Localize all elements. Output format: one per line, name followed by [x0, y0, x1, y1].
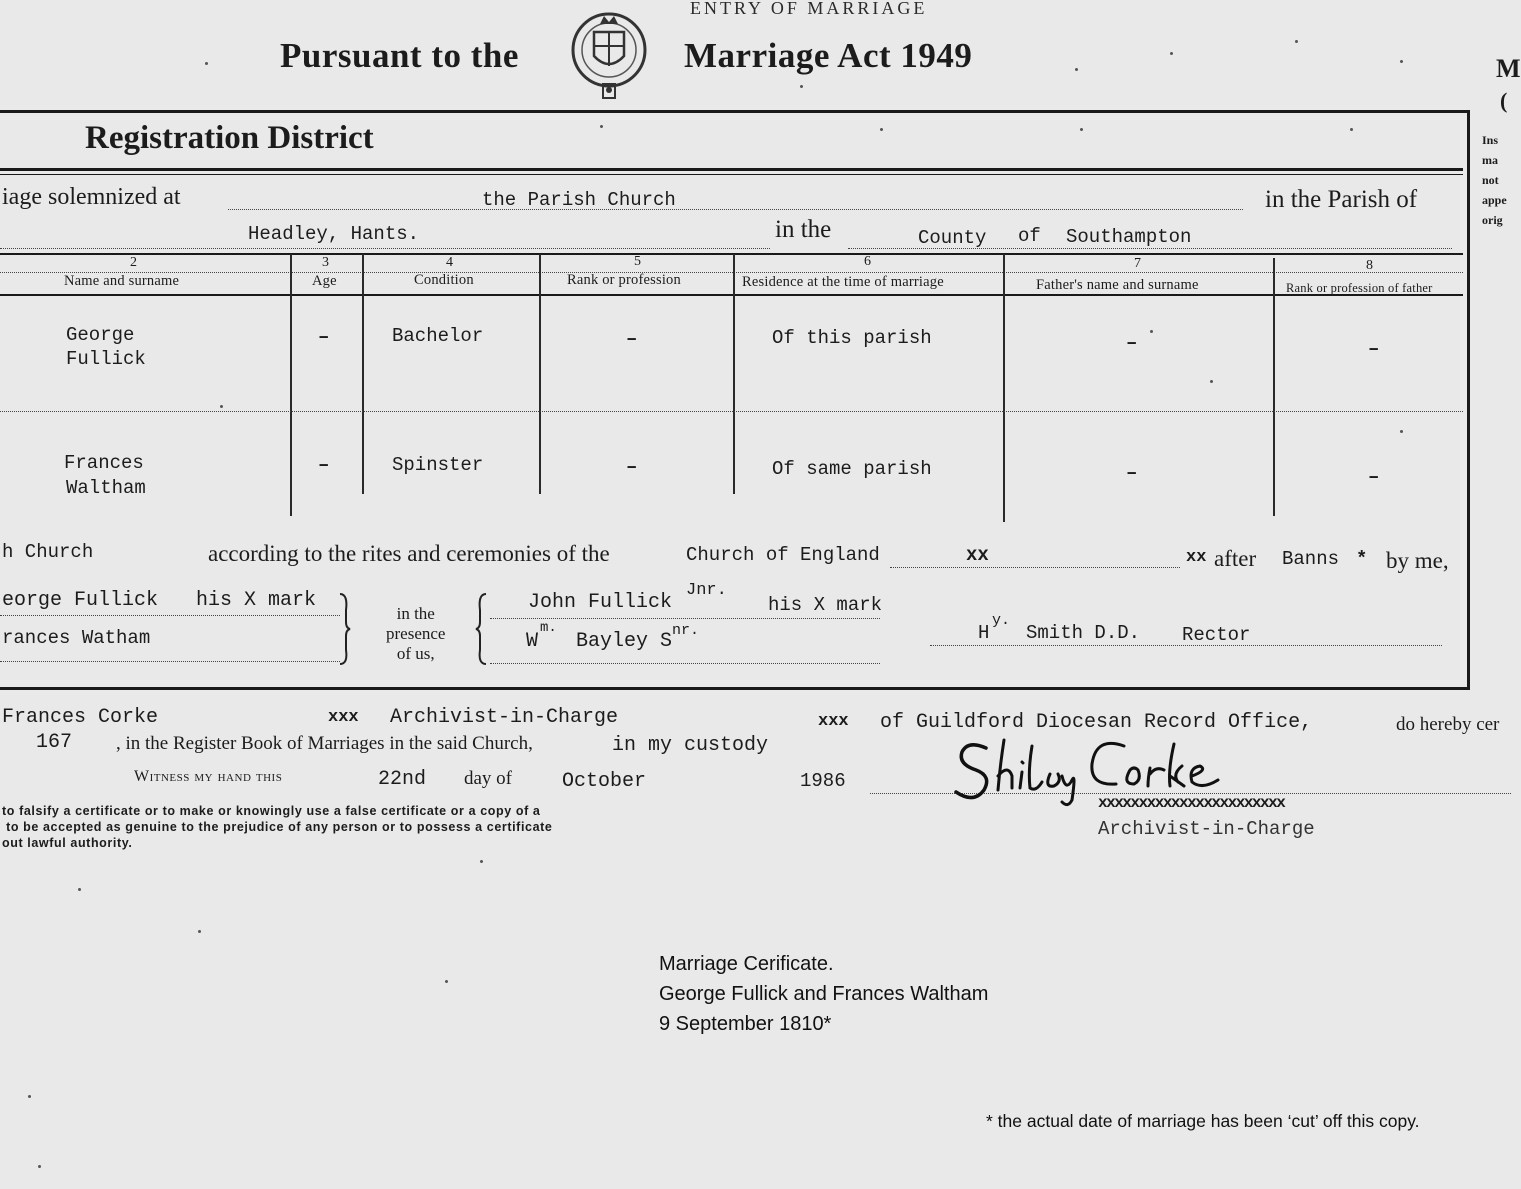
solemnized-place: the Parish Church: [482, 189, 676, 211]
registration-district-label: Registration District: [85, 120, 374, 156]
entry-2-name-line1: Frances: [64, 452, 144, 474]
legal-warning: to falsify a certificate or to make or knowingly use a false certificate or a copy of a to be accepted as genuine to the prejudice of any person or to possess a certificate out lawful authority.: [2, 804, 553, 850]
col-head-father-rank: Rank or profession of father: [1286, 281, 1433, 295]
caption-names: George Fullick and Frances Waltham: [659, 983, 989, 1005]
header-top-fragment: ENTRY OF MARRIAGE: [690, 0, 928, 18]
ceremony-after: after: [1214, 546, 1257, 571]
county-name: Southampton: [1066, 226, 1192, 248]
col-number-3: 3: [322, 255, 329, 270]
witness-1-dotted-line: [490, 617, 880, 619]
cert-day: 22nd: [378, 768, 427, 791]
col-sep-5: [1003, 254, 1005, 522]
officiant-initial-sup: y.: [992, 612, 1011, 629]
ceremony-rites-text: according to the rites and ceremonies of the: [208, 541, 610, 566]
entry-1-condition: Bachelor: [392, 325, 484, 347]
officiant-name: Smith D.D.: [1026, 622, 1141, 644]
col-number-4: 4: [446, 255, 453, 270]
groom-signature: eorge Fullick: [2, 589, 159, 612]
archivist-name: Frances Corke: [2, 706, 159, 729]
col-head-name: Name and surname: [64, 273, 180, 289]
bride-dotted-line: [0, 660, 340, 662]
col-number-2: 2: [130, 255, 137, 270]
col-head-residence: Residence at the time of marriage: [742, 274, 944, 290]
caption: [659, 949, 988, 1039]
caption-date: 9 September 1810*: [659, 1013, 832, 1035]
entry-1-rank: –: [626, 328, 638, 350]
col-head-age: Age: [312, 273, 337, 289]
archivist-title: Archivist-in-Charge: [390, 706, 619, 729]
sig-title: Archivist-in-Charge: [1098, 818, 1315, 840]
witness-hand-label: Witness my hand this: [134, 768, 283, 785]
entry-2-age: –: [318, 454, 330, 476]
entry-2-father: –: [1126, 462, 1138, 484]
entry-1-father: –: [1126, 332, 1138, 354]
col-sep-2: [362, 254, 364, 494]
record-office: of Guildford Diocesan Record Office,: [880, 711, 1313, 734]
in-the-label: in the: [775, 216, 832, 243]
entry-1-residence: Of this parish: [772, 327, 932, 349]
col-number-5: 5: [634, 254, 641, 269]
county-word: County: [918, 227, 987, 249]
solemnized-label: iage solemnized at: [2, 184, 181, 210]
witness-2-name: Bayley S: [576, 630, 673, 653]
col-sep-1: [290, 254, 292, 516]
entry-2-condition: Spinster: [392, 454, 484, 476]
parish-label: in the Parish of: [1265, 186, 1418, 213]
footnote: * the actual date of marriage has been ‘cut’ off this copy.: [986, 1111, 1420, 1131]
groom-mark: his X mark: [196, 589, 317, 612]
right-edge-letter-1: M: [1496, 54, 1521, 83]
header-act: Marriage Act 1949: [684, 36, 973, 75]
district-rule: [0, 168, 1463, 171]
witness-2-initial-sup: m.: [540, 620, 557, 636]
left-brace: [336, 592, 352, 666]
entry-2-name-line2: Waltham: [66, 477, 146, 499]
table-header-rule: [0, 294, 1463, 296]
witness-1-mark: his X mark: [768, 594, 883, 616]
right-edge-letter-2: (: [1500, 88, 1508, 113]
row-separator: [0, 410, 1463, 412]
column-number-rule: [0, 271, 1463, 273]
parish-name: Headley, Hants.: [248, 223, 420, 245]
col-sep-4: [733, 254, 735, 494]
bride-signature: rances Watham: [2, 627, 151, 649]
witness-2-initial: W: [526, 630, 539, 653]
ceremony-dotted-line: [890, 566, 1180, 568]
entry-1-age: –: [318, 326, 330, 348]
col-sep-6: [1273, 258, 1275, 516]
ceremony-by-me: by me,: [1386, 548, 1449, 573]
royal-coat-of-arms-seal: [566, 10, 652, 100]
entry-number: 167: [36, 731, 73, 754]
presence-label: in the presence of us,: [386, 604, 446, 663]
witness-1-suffix: Jnr.: [686, 581, 727, 600]
col-head-condition: Condition: [414, 272, 474, 288]
entry-2-residence: Of same parish: [772, 458, 932, 480]
col-number-7: 7: [1134, 256, 1141, 271]
col-sep-3: [539, 254, 541, 494]
cert-struck-1: xxx: [328, 708, 359, 727]
entry-1-name-line1: George: [66, 324, 135, 346]
col-head-rank: Rank or profession: [567, 272, 681, 288]
col-head-father: Father's name and surname: [1036, 277, 1199, 293]
side-fragments: Ins ma not appe orig: [1482, 133, 1507, 227]
entry-1-name-line2: Fullick: [66, 348, 146, 370]
officiant-role: Rector: [1182, 624, 1251, 646]
custody-text: in my custody: [612, 734, 769, 757]
ceremony-church-name: Church of England: [686, 544, 880, 566]
ceremony-struck-2: xx: [1186, 548, 1207, 567]
parish-dotted-line: [0, 247, 770, 249]
cert-month: October: [562, 770, 647, 793]
cert-struck-2: xxx: [818, 712, 849, 731]
cert-year: 1986: [800, 770, 846, 792]
caption-title: Marriage Cerificate.: [659, 953, 834, 975]
entry-1-father-rank: –: [1368, 338, 1380, 360]
solemnized-dotted-line: [228, 208, 1243, 210]
right-brace: [474, 592, 490, 666]
table-top-rule: [0, 253, 1463, 255]
entry-2-rank: –: [626, 456, 638, 478]
header-pursuant: Pursuant to the: [280, 36, 519, 75]
witness-2-dotted-line: [490, 662, 880, 664]
groom-dotted-line: [0, 614, 340, 616]
ceremony-struck-1: xx: [966, 544, 989, 566]
witness-2-sup: nr.: [672, 622, 700, 639]
witness-1-name: John Fullick: [528, 591, 673, 614]
signature-text: [946, 730, 947, 731]
ceremony-church-fragment: h Church: [2, 541, 94, 563]
ceremony-asterisk: *: [1356, 548, 1368, 570]
of-word: of: [1018, 225, 1041, 247]
hereby-certify: do hereby cer: [1396, 714, 1500, 735]
register-text: , in the Register Book of Marriages in the said Church,: [116, 733, 533, 754]
district-rule-thin: [0, 174, 1463, 175]
ceremony-banns: Banns: [1282, 548, 1340, 570]
sig-struck-line: xxxxxxxxxxxxxxxxxxxxxxx: [1098, 794, 1285, 812]
col-number-6: 6: [864, 254, 871, 269]
entry-2-father-rank: –: [1368, 466, 1380, 488]
officiant-initial: H: [978, 622, 990, 644]
col-number-8: 8: [1366, 258, 1373, 273]
day-of-label: day of: [464, 768, 513, 789]
